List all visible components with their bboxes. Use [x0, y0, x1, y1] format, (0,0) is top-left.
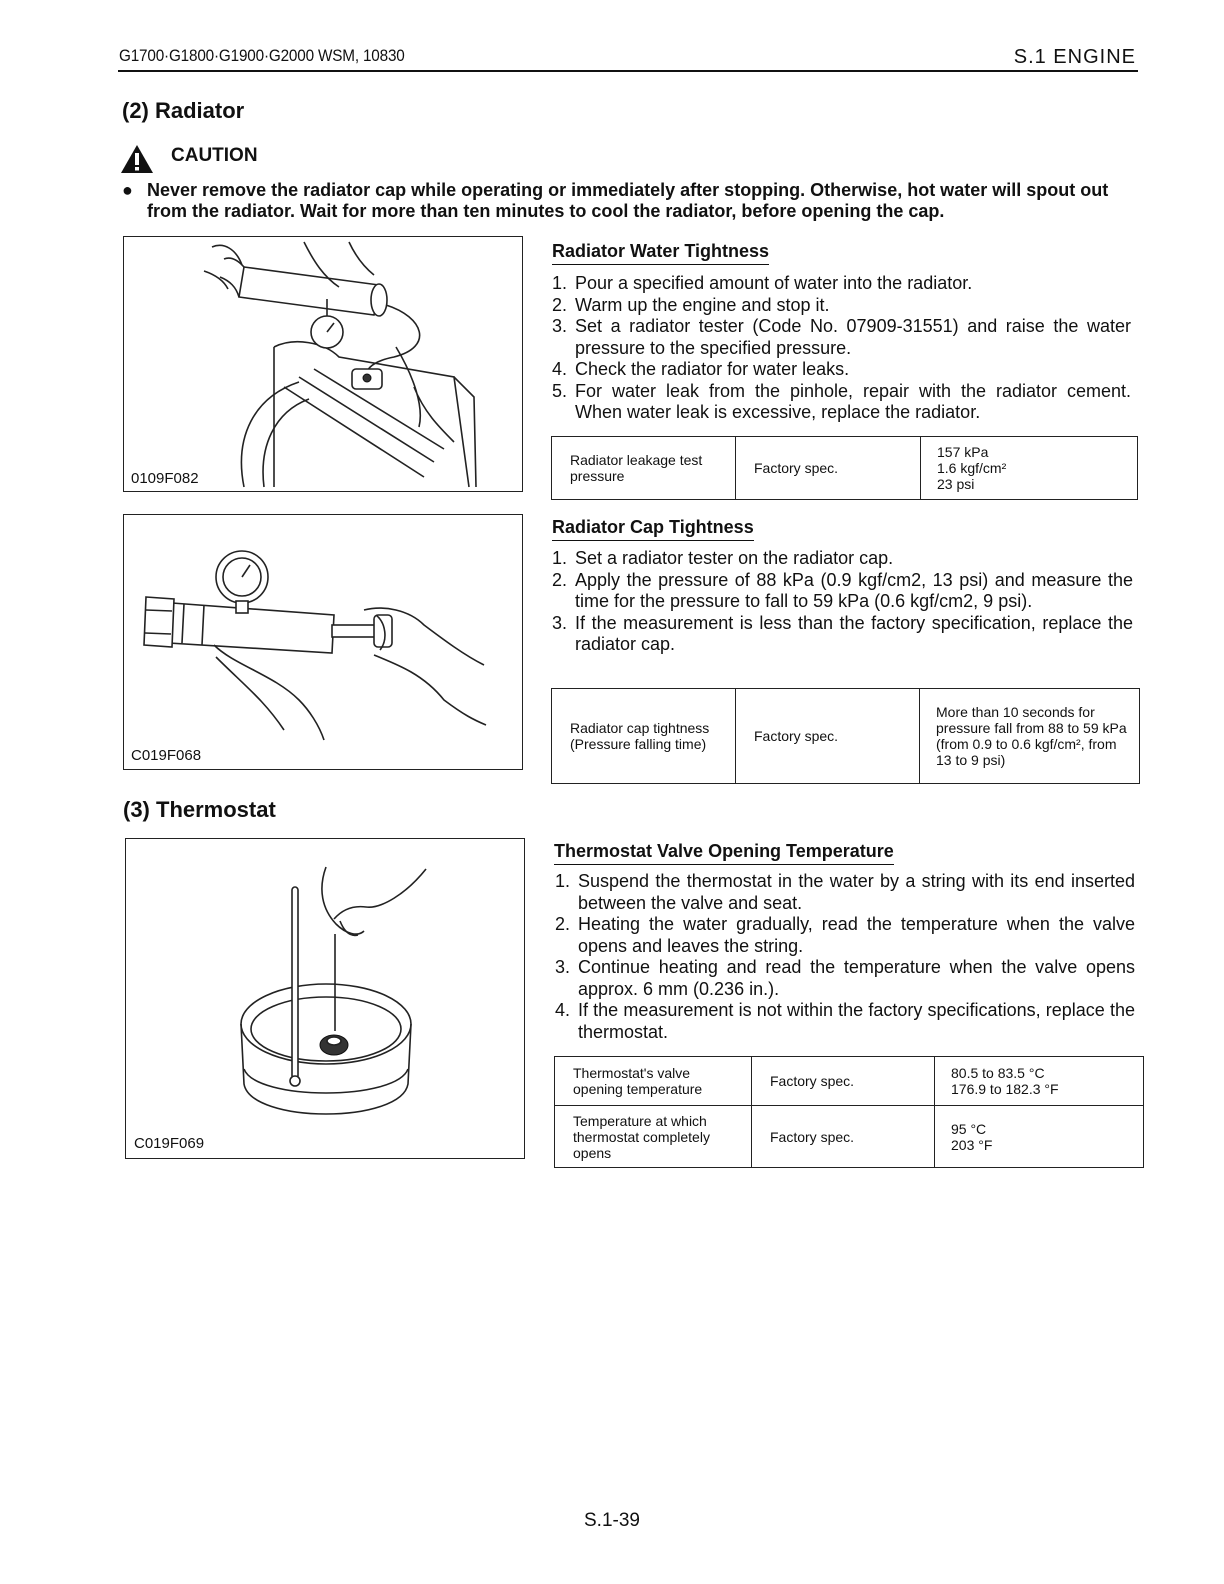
spec-type: Factory spec.: [736, 437, 921, 500]
thermostat-spec-table: [554, 1056, 1144, 1168]
water-tightness-spec-table: [551, 436, 1138, 500]
caution-bullet: ●: [122, 180, 133, 200]
thermostat-heading: Thermostat Valve Opening Temperature: [554, 841, 894, 865]
figure-2-code: C019F068: [131, 747, 202, 764]
water-tightness-steps: [552, 273, 1131, 424]
spec-value: 95 °C 203 °F: [935, 1106, 1144, 1168]
list-item: 1. Set a radiator tester on the radiator cap.: [552, 548, 894, 568]
figure-1-code: 0109F082: [131, 470, 199, 487]
header-rule: [118, 70, 1138, 72]
list-item: 4. Check the radiator for water leaks.: [552, 359, 850, 379]
spec-type: Factory spec.: [736, 689, 920, 784]
header-document-id: G1700·G1800·G1900·G2000 WSM, 10830: [119, 46, 405, 65]
thermostat-steps: [555, 871, 1135, 1043]
list-item: 2. Apply the pressure of 88 kPa (0.9 kgf/cm2, 13 psi) and measure the time for the pressure to fall to 59 kPa (0.6 kgf/cm2, 9 psi).: [552, 569, 1133, 611]
thermostat-test-illustration: [126, 839, 524, 1158]
table-row: [555, 1057, 1144, 1106]
page-number: S.1-39: [584, 1510, 640, 1531]
cap-tester-illustration: [124, 515, 522, 769]
table-row: [552, 689, 1140, 784]
figure-radiator-water-tightness: [123, 236, 523, 492]
figure-3-code: C019F069: [134, 1135, 205, 1152]
list-item: 3. Set a radiator tester (Code No. 07909-31551) and raise the water pressure to the specified pressure.: [552, 316, 1131, 358]
spec-item: Temperature at which thermostat completely opens: [555, 1106, 752, 1168]
spec-item: Thermostat's valve opening temperature: [555, 1057, 752, 1106]
spec-type: Factory spec.: [752, 1057, 935, 1106]
header-section-name: S.1 ENGINE: [1013, 46, 1136, 68]
spec-item: Radiator leakage test pressure: [552, 437, 736, 500]
list-item: 3. If the measurement is less than the factory specification, replace the radiator cap.: [552, 612, 1133, 654]
warning-triangle-icon: [120, 144, 154, 174]
caution-message-text: Never remove the radiator cap while operating or immediately after stopping. Otherwise, hot water will spout out from the radiator. Wait for more than ten minutes to cool the radiator, before opening the cap.: [147, 180, 1109, 221]
radiator-section-title: (2) Radiator: [122, 98, 245, 123]
cap-tightness-spec-table: [551, 688, 1140, 784]
spec-value: 80.5 to 83.5 °C 176.9 to 182.3 °F: [935, 1057, 1144, 1106]
list-item: 1. Pour a specified amount of water into the radiator.: [552, 273, 973, 293]
figure-radiator-cap-tightness: [123, 514, 523, 770]
list-item: 5. For water leak from the pinhole, repair with the radiator cement. When water leak is excessive, replace the radiator.: [552, 380, 1131, 422]
list-item: 1. Suspend the thermostat in the water by a string with its end inserted between the valve and seat.: [555, 871, 1135, 913]
water-tightness-heading: Radiator Water Tightness: [552, 241, 769, 265]
spec-value: 157 kPa 1.6 kgf/cm² 23 psi: [921, 437, 1138, 500]
list-item: 3. Continue heating and read the temperature when the valve opens approx. 6 mm (0.236 in.).: [555, 957, 1135, 999]
list-item: 2. Heating the water gradually, read the temperature when the valve opens and leaves the string.: [555, 914, 1135, 956]
spec-value: More than 10 seconds for pressure fall from 88 to 59 kPa (from 0.9 to 0.6 kgf/cm², from 13 to 9 psi): [920, 689, 1140, 784]
table-row: [555, 1106, 1144, 1168]
list-item: 2. Warm up the engine and stop it.: [552, 294, 830, 315]
caution-label: CAUTION: [171, 145, 258, 166]
cap-tightness-heading: Radiator Cap Tightness: [552, 517, 754, 541]
radiator-tester-illustration: [124, 237, 522, 491]
table-row: [552, 437, 1138, 500]
spec-item: Radiator cap tightness (Pressure falling time): [552, 689, 736, 784]
thermostat-section-title: (3) Thermostat: [123, 797, 276, 822]
list-item: 4. If the measurement is not within the factory specifications, replace the thermostat.: [555, 1000, 1135, 1042]
spec-type: Factory spec.: [752, 1106, 935, 1168]
caution-message: [122, 180, 1132, 222]
cap-tightness-steps: [552, 548, 1133, 656]
figure-thermostat-test: [125, 838, 525, 1159]
